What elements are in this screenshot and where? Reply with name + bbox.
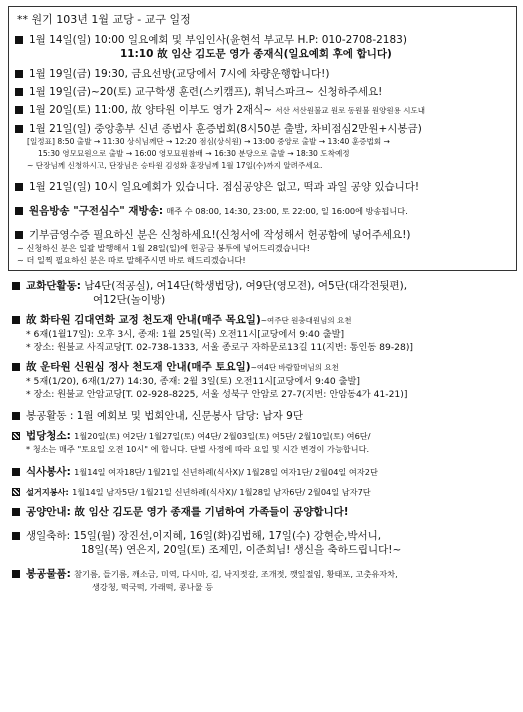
memorial-hwa-item — [12, 313, 513, 328]
itinerary-line: [일정표] 8:50 출발 → 11:30 상식님께단 → 12:20 점심(상식원) → 13:00 중앙로 출발 → 13:40 훈증법회 → — [27, 137, 390, 146]
hatched-bullet-icon — [12, 432, 20, 440]
item-text: 1월 19일(금)~20(토) 교구학생 훈련(스키캠프), 휘닉스파크~ 신청하주세요! — [29, 86, 383, 98]
item-note: ~여주단 원충대원님의 요천 — [260, 316, 352, 325]
item-label: 식사봉사: — [26, 466, 71, 478]
item-label: 설거지봉사: — [26, 487, 69, 497]
item-text: 1월20일(토) 여2단/ 1월27일(토) 여4단/ 2월03일(토) 여5단/ 2월10일(토) 여6단/ — [74, 431, 371, 441]
broadcast-item — [15, 204, 512, 218]
schedule-item-0120 — [15, 103, 512, 118]
itinerary-note: ~ 단장님께 신청하시고, 단장님은 승타원 김성화 훈장님께 1월 17일(수)까지 알려주세요. — [27, 161, 323, 170]
square-bullet-icon — [15, 106, 23, 114]
item-text: 1월 19일(금) 19:30, 금요선방(교당에서 7시에 차량운행합니다!) — [29, 68, 330, 80]
item-text: 1월 21일(일) 중앙총부 신년 종법사 훈증법회(8시50분 출발, 차비점심2만원+시봉금) — [29, 123, 422, 135]
item-label: 봉공물품: — [26, 568, 71, 580]
schedule-item-0121-service — [15, 180, 512, 194]
item-text: 11:10 故 임산 김도문 영가 종재식(일요예회 후에 합니다) — [120, 48, 392, 60]
meal-service-item — [12, 465, 513, 479]
square-bullet-icon — [12, 412, 20, 420]
item-text: 1월14일 여자18단/ 1월21일 신년하례(식사X)/ 1월28일 여자1단/ 2월04일 여자2단 — [74, 467, 378, 477]
item-text: 1월 21일(일) 10시 일요예회가 있습니다. 점심공양은 없고, 떡과 과일 공양 있습니다! — [29, 181, 420, 193]
memorial-location: * 장소: 원불교 사직교당[T. 02-738-1333, 서울 종로구 자하문로13길 11(지번: 통인동 89-28)] — [26, 342, 414, 353]
item-text: 故 화타원 김대연화 교정 천도재 안내(매주 목요일) — [26, 314, 261, 326]
square-bullet-icon — [12, 316, 20, 324]
item-text: 故 운타원 신원심 정사 천도재 안내(매주 토요일) — [26, 361, 251, 373]
square-bullet-icon — [15, 70, 23, 78]
item-label: 원음방송 "구전심수" 재방송: — [29, 205, 164, 217]
item-note: ~ 더 일찍 필요하신 분은 따로 말해주시면 바로 해드리겠습니다! — [17, 255, 246, 265]
square-bullet-icon — [12, 532, 20, 540]
dishwashing-item — [12, 485, 513, 499]
item-label: 법당청소: — [26, 430, 71, 442]
square-bullet-icon — [12, 508, 20, 516]
square-bullet-icon — [12, 282, 20, 290]
item-text: 생일축하: 15일(월) 장진선,이지혜, 16일(화)김법해, 17일(수) 강현순,박서니, — [26, 530, 382, 542]
item-text: 매주 수 08:00, 14:30, 23:00, 토 22:00, 일 16:00에 방송됩니다. — [166, 206, 408, 216]
square-bullet-icon — [12, 363, 20, 371]
square-bullet-icon — [15, 36, 23, 44]
donation-receipt-item — [15, 228, 512, 242]
itinerary-line: 15:30 영모묘원으로 출발 → 16:00 영모묘원참배 → 16:30 분당으로 출발 → 18:30 도착예정 — [38, 149, 350, 158]
square-bullet-icon — [15, 207, 23, 215]
item-text: 공양안내: 故 임산 김도문 영가 종재를 기념하여 가족들이 공양합니다! — [26, 506, 349, 518]
memorial-location: * 장소: 원불교 안암교당[T. 02-928-8225, 서울 성북구 안암로 27-7(지번: 안암동4가 41-21)] — [26, 389, 408, 400]
item-text: 참기름, 들기름, 깨소금, 미역, 다시마, 김, 낙지젓갈, 조개젓, 깻잎절임, 황태포, 고춧유자차, — [74, 569, 398, 579]
item-text: 생강청, 떡국떡, 가래떡, 콩나물 등 — [92, 582, 214, 592]
item-note: * 청소는 매주 "토요일 오전 10시" 에 합니다. 단별 사정에 따라 요일 및 시간 변경이 가능합니다. — [26, 444, 370, 454]
item-label: 교화단활동: — [26, 280, 81, 292]
item-text: 기부금영수증 필요하신 분은 신청하세요!(신청서에 작성해서 헌공함에 넣어주세요!) — [29, 229, 411, 241]
birthday-item — [12, 529, 513, 557]
item-note: 서산 서산원불교 원로 동원불 원양원용 시도내 — [275, 106, 425, 115]
donated-goods-item — [12, 567, 513, 593]
item-text: 1월 14일(일) 10:00 일요예회 및 부임인사(윤현석 부교무 H.P: 010-2708-2183) — [29, 34, 407, 46]
item-text: 1월 20일(토) 11:00, 故 양타원 이부도 영가 2재식~ — [29, 104, 273, 116]
group-activity-item — [12, 279, 513, 307]
memorial-un-item — [12, 360, 513, 375]
announcements — [8, 279, 517, 593]
square-bullet-icon — [12, 468, 20, 476]
square-bullet-icon — [12, 570, 20, 578]
square-bullet-icon — [15, 88, 23, 96]
service-activity-item — [12, 409, 513, 423]
memorial-detail: * 6재(1월17일): 오후 3시, 종재: 1월 25일(목) 오전11시[교당에서 9:40 출발] — [26, 329, 345, 340]
square-bullet-icon — [15, 183, 23, 191]
item-text: 1월14일 남자5단/ 1월21일 신년하례(식사X)/ 1월28일 남자6단/ 2월04일 남자7단 — [72, 487, 371, 497]
schedule-item-0114 — [15, 33, 512, 61]
item-text: 18일(목) 연은지, 20일(토) 조제민, 이준희님! 생신을 축하드립니다!~ — [81, 544, 402, 556]
memorial-detail: * 5재(1/20), 6재(1/27) 14:30, 종재: 2월 3일(토) 오전11시[교당에서 9:40 출발] — [26, 376, 360, 387]
item-text: 남4단(적공실), 여14단(학생법당), 여9단(영모전), 여5단(대각전뒷편), — [84, 280, 408, 292]
hatched-bullet-icon — [12, 488, 20, 496]
item-text: 여12단(놀이방) — [93, 294, 166, 306]
schedule-item-0121-new-year — [15, 122, 512, 136]
offering-item — [12, 505, 513, 519]
schedule-item-0119-prayer — [15, 67, 512, 81]
schedule-item-ski-camp — [15, 85, 512, 99]
item-note: ~ 신청하신 분은 일괄 발행해서 1월 28일(일)에 헌공금 봉투에 넣어드리겠습니다! — [17, 243, 310, 253]
schedule-title: ** 원기 103년 1월 교당 - 교구 일정 — [17, 13, 191, 26]
item-note: ~여4단 바람할머님의 요천 — [250, 363, 339, 372]
item-text: 봉공활동 : 1월 예회보 및 법회안내, 신문봉사 담당: 남자 9단 — [26, 410, 303, 422]
square-bullet-icon — [15, 125, 23, 133]
cleaning-item — [12, 429, 513, 443]
schedule-box — [8, 6, 517, 271]
square-bullet-icon — [15, 231, 23, 239]
